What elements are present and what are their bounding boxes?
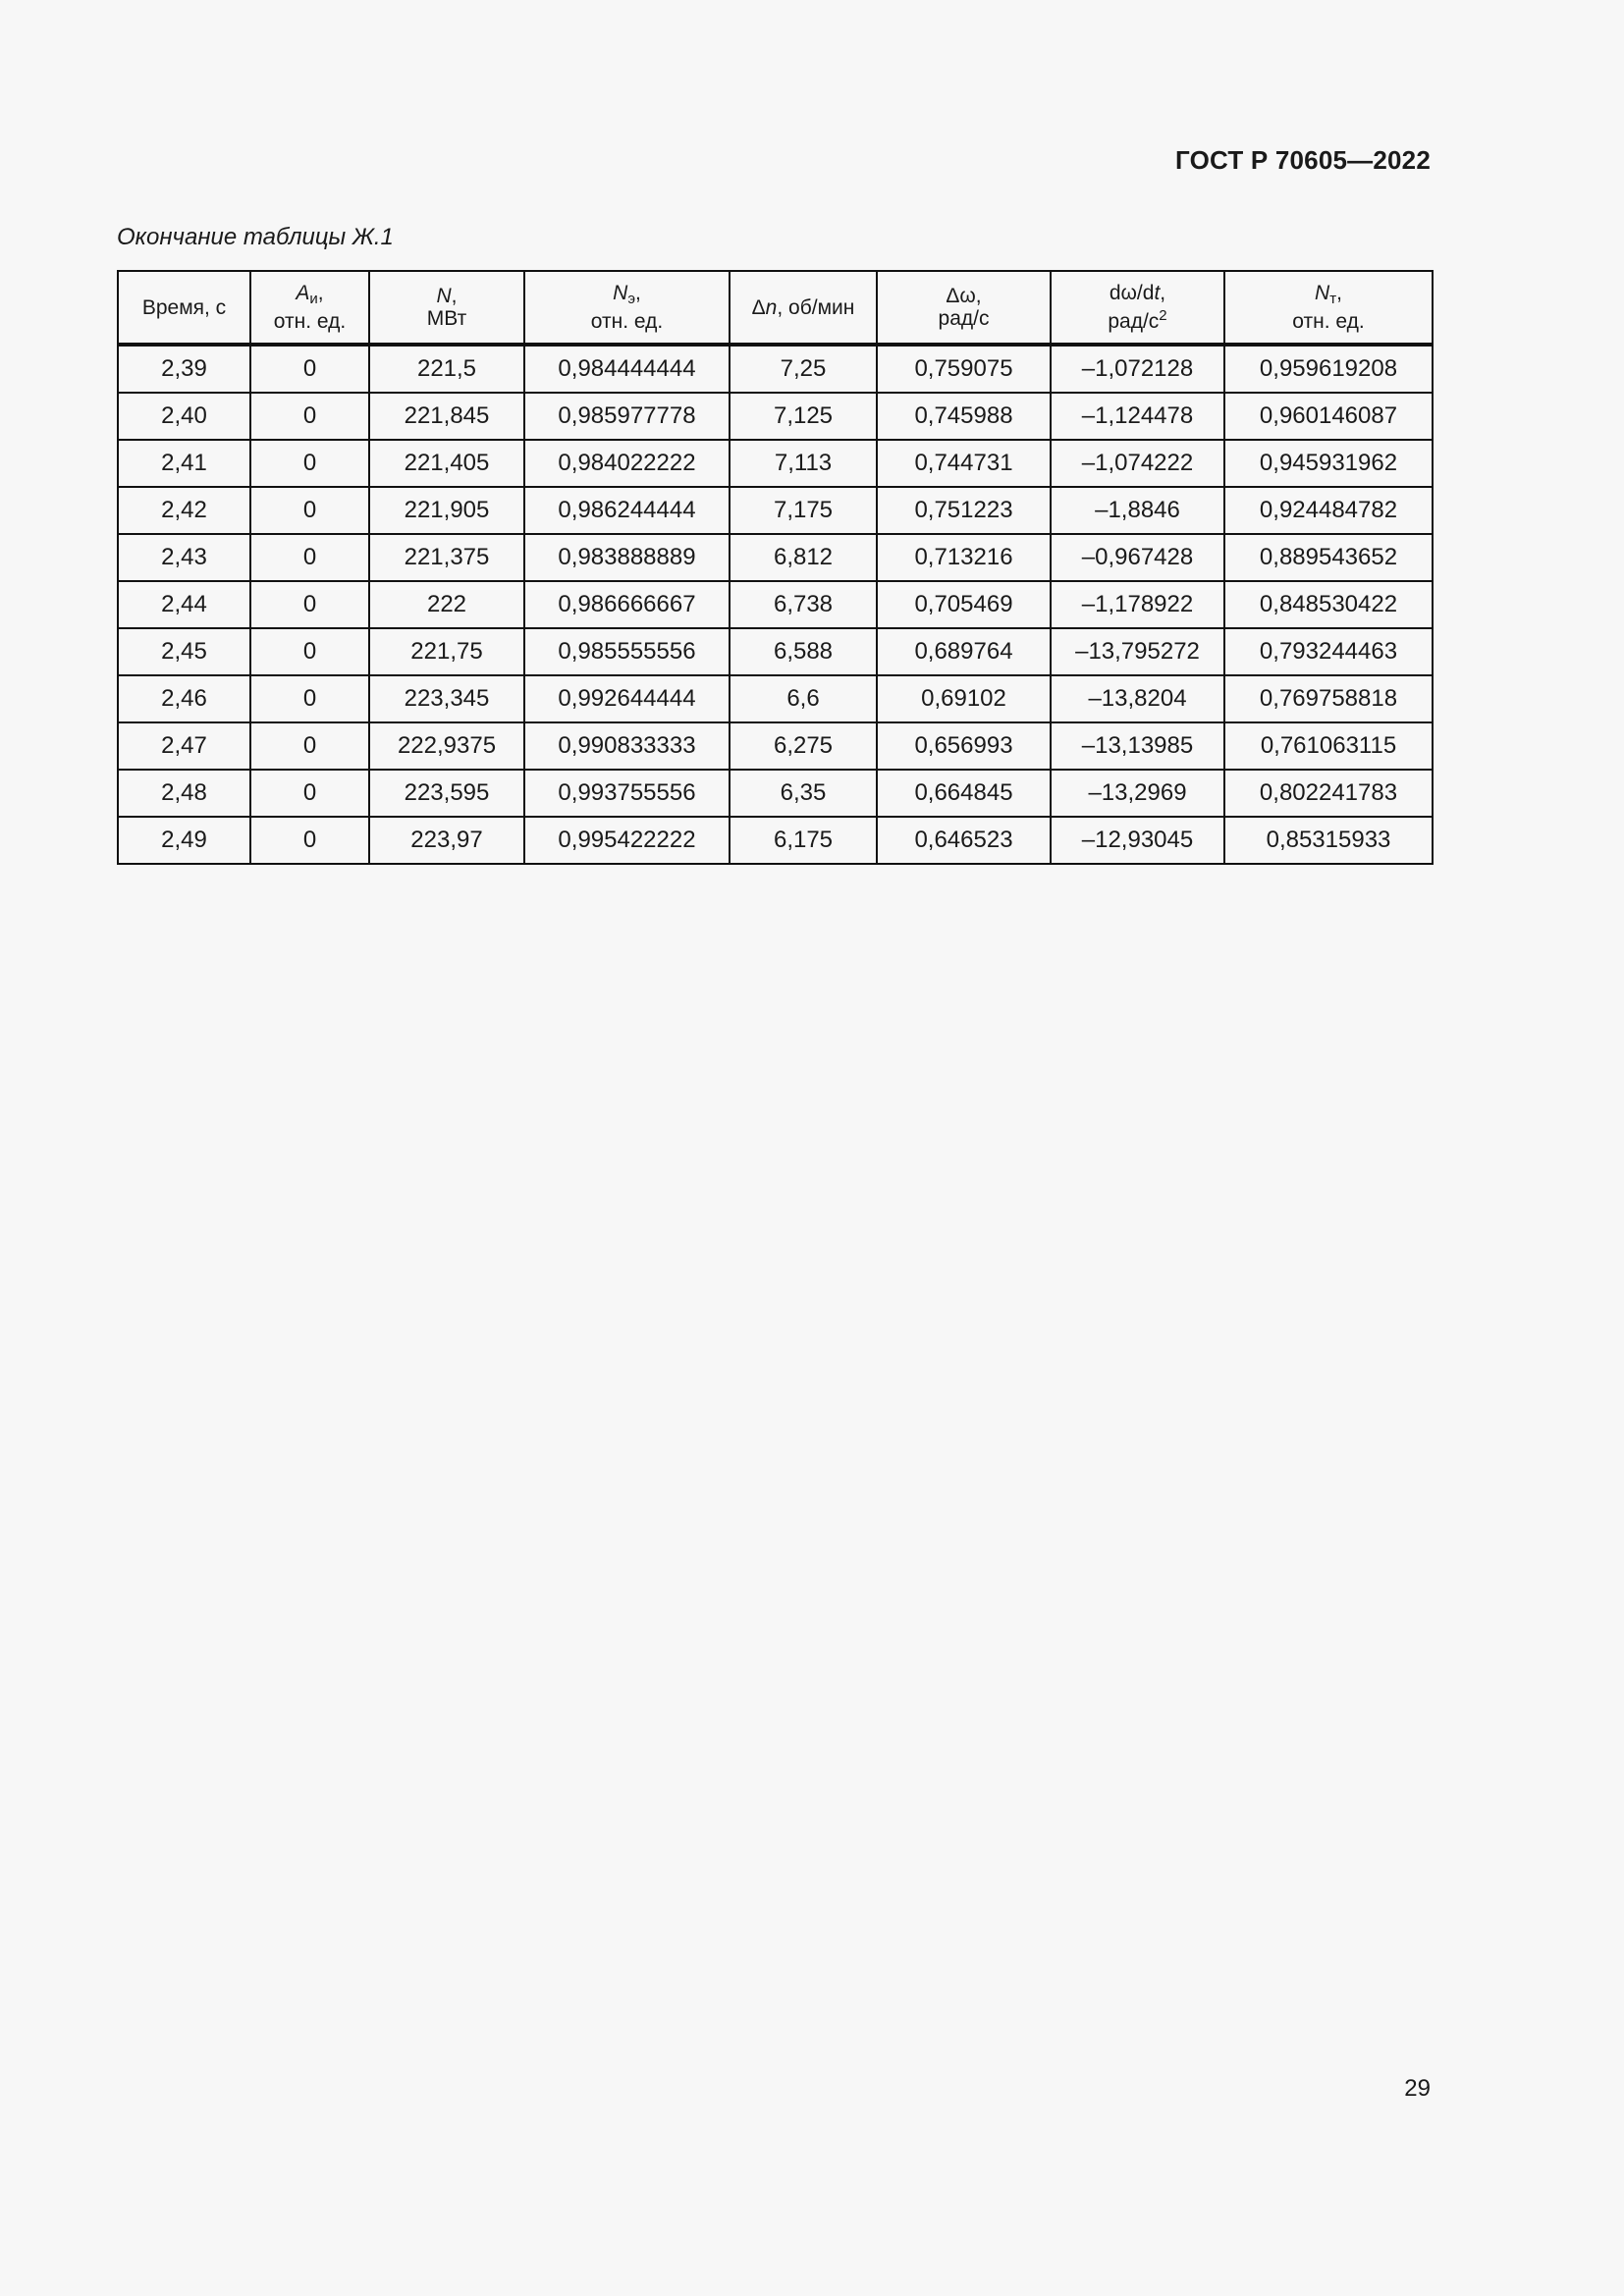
table-row [118, 722, 1433, 770]
header-nt-unit: отн. ед. [1292, 310, 1365, 333]
cell-delta-omega: 0,751223 [877, 487, 1051, 534]
cell-delta-omega: 0,713216 [877, 534, 1051, 581]
header-domega-dt: dω/dt, рад/$с^2$ [1051, 271, 1224, 345]
cell-domega-dt: –1,124478 [1051, 393, 1224, 440]
cell-delta-n: 6,275 [730, 722, 877, 770]
cell-a: 0 [250, 393, 369, 440]
cell-n: 222 [369, 581, 524, 628]
cell-delta-omega: 0,69102 [877, 675, 1051, 722]
cell-delta-omega: 0,656993 [877, 722, 1051, 770]
table-body [118, 345, 1433, 864]
cell-domega-dt: –1,8846 [1051, 487, 1224, 534]
cell-nt: 0,959619208 [1224, 345, 1433, 393]
cell-time: 2,44 [118, 581, 250, 628]
table-row [118, 817, 1433, 864]
cell-ne: 0,984444444 [524, 345, 730, 393]
cell-domega-dt: –13,795272 [1051, 628, 1224, 675]
cell-time: 2,43 [118, 534, 250, 581]
table-row [118, 628, 1433, 675]
cell-a: 0 [250, 722, 369, 770]
cell-domega-dt: –1,074222 [1051, 440, 1224, 487]
cell-nt: 0,85315933 [1224, 817, 1433, 864]
cell-domega-dt: –13,2969 [1051, 770, 1224, 817]
cell-nt: 0,793244463 [1224, 628, 1433, 675]
cell-time: 2,41 [118, 440, 250, 487]
cell-nt: 0,802241783 [1224, 770, 1433, 817]
cell-ne: 0,995422222 [524, 817, 730, 864]
cell-delta-n: 7,175 [730, 487, 877, 534]
cell-a: 0 [250, 487, 369, 534]
document-header: ГОСТ Р 70605—2022 [1175, 145, 1431, 175]
cell-nt: 0,960146087 [1224, 393, 1433, 440]
header-a: $A_и$, отн. ед. [250, 271, 369, 345]
cell-delta-n: 7,25 [730, 345, 877, 393]
cell-n: 221,845 [369, 393, 524, 440]
cell-delta-omega: 0,745988 [877, 393, 1051, 440]
cell-a: 0 [250, 440, 369, 487]
cell-n: 222,9375 [369, 722, 524, 770]
cell-n: 221,375 [369, 534, 524, 581]
cell-ne: 0,985977778 [524, 393, 730, 440]
table-row [118, 345, 1433, 393]
cell-delta-omega: 0,705469 [877, 581, 1051, 628]
cell-delta-n: 6,35 [730, 770, 877, 817]
cell-domega-dt: –13,13985 [1051, 722, 1224, 770]
cell-delta-n: 6,588 [730, 628, 877, 675]
cell-time: 2,48 [118, 770, 250, 817]
cell-ne: 0,986666667 [524, 581, 730, 628]
cell-ne: 0,984022222 [524, 440, 730, 487]
cell-time: 2,39 [118, 345, 250, 393]
cell-a: 0 [250, 770, 369, 817]
cell-time: 2,49 [118, 817, 250, 864]
cell-domega-dt: –1,178922 [1051, 581, 1224, 628]
cell-a: 0 [250, 581, 369, 628]
table-caption: Окончание таблицы Ж.1 [117, 224, 394, 250]
cell-delta-n: 6,6 [730, 675, 877, 722]
cell-time: 2,46 [118, 675, 250, 722]
cell-nt: 0,769758818 [1224, 675, 1433, 722]
cell-n: 221,405 [369, 440, 524, 487]
header-time-label: Время, с [141, 295, 227, 319]
cell-n: 223,345 [369, 675, 524, 722]
cell-ne: 0,992644444 [524, 675, 730, 722]
table-row [118, 581, 1433, 628]
cell-nt: 0,761063115 [1224, 722, 1433, 770]
page-number: 29 [1404, 2075, 1431, 2102]
cell-delta-omega: 0,744731 [877, 440, 1051, 487]
header-ne: $N_э$, отн. ед. [524, 271, 730, 345]
cell-delta-omega: 0,664845 [877, 770, 1051, 817]
header-n: N, МВт [369, 271, 524, 345]
cell-ne: 0,983888889 [524, 534, 730, 581]
cell-time: 2,42 [118, 487, 250, 534]
cell-a: 0 [250, 675, 369, 722]
cell-n: 221,5 [369, 345, 524, 393]
cell-delta-n: 7,125 [730, 393, 877, 440]
cell-time: 2,45 [118, 628, 250, 675]
table-header-row [118, 271, 1433, 345]
cell-domega-dt: –1,072128 [1051, 345, 1224, 393]
cell-time: 2,47 [118, 722, 250, 770]
cell-a: 0 [250, 534, 369, 581]
cell-nt: 0,848530422 [1224, 581, 1433, 628]
cell-n: 223,595 [369, 770, 524, 817]
cell-ne: 0,990833333 [524, 722, 730, 770]
header-delta-omega: Δω, рад/с [877, 271, 1051, 345]
cell-a: 0 [250, 628, 369, 675]
table-row [118, 440, 1433, 487]
cell-a: 0 [250, 817, 369, 864]
cell-delta-omega: 0,759075 [877, 345, 1051, 393]
data-table [117, 270, 1434, 865]
cell-n: 221,905 [369, 487, 524, 534]
header-delta-n: Δn, об/мин [730, 271, 877, 345]
table-row [118, 675, 1433, 722]
cell-delta-n: 7,113 [730, 440, 877, 487]
cell-nt: 0,945931962 [1224, 440, 1433, 487]
header-a-unit: отн. ед. [273, 310, 347, 333]
cell-delta-omega: 0,646523 [877, 817, 1051, 864]
table-row [118, 770, 1433, 817]
cell-ne: 0,985555556 [524, 628, 730, 675]
table-row [118, 393, 1433, 440]
header-delta-omega-unit: рад/с [938, 307, 990, 330]
cell-ne: 0,986244444 [524, 487, 730, 534]
cell-delta-n: 6,738 [730, 581, 877, 628]
cell-nt: 0,924484782 [1224, 487, 1433, 534]
cell-domega-dt: –0,967428 [1051, 534, 1224, 581]
header-n-unit: МВт [426, 307, 467, 330]
cell-delta-omega: 0,689764 [877, 628, 1051, 675]
cell-domega-dt: –12,93045 [1051, 817, 1224, 864]
table-row [118, 534, 1433, 581]
cell-delta-n: 6,175 [730, 817, 877, 864]
cell-domega-dt: –13,8204 [1051, 675, 1224, 722]
cell-delta-n: 6,812 [730, 534, 877, 581]
table-row [118, 487, 1433, 534]
cell-time: 2,40 [118, 393, 250, 440]
cell-nt: 0,889543652 [1224, 534, 1433, 581]
cell-a: 0 [250, 345, 369, 393]
cell-ne: 0,993755556 [524, 770, 730, 817]
header-nt: $N_т$, отн. ед. [1224, 271, 1433, 345]
cell-n: 221,75 [369, 628, 524, 675]
header-time [118, 271, 250, 345]
cell-n: 223,97 [369, 817, 524, 864]
header-ne-unit: отн. ед. [590, 310, 664, 333]
